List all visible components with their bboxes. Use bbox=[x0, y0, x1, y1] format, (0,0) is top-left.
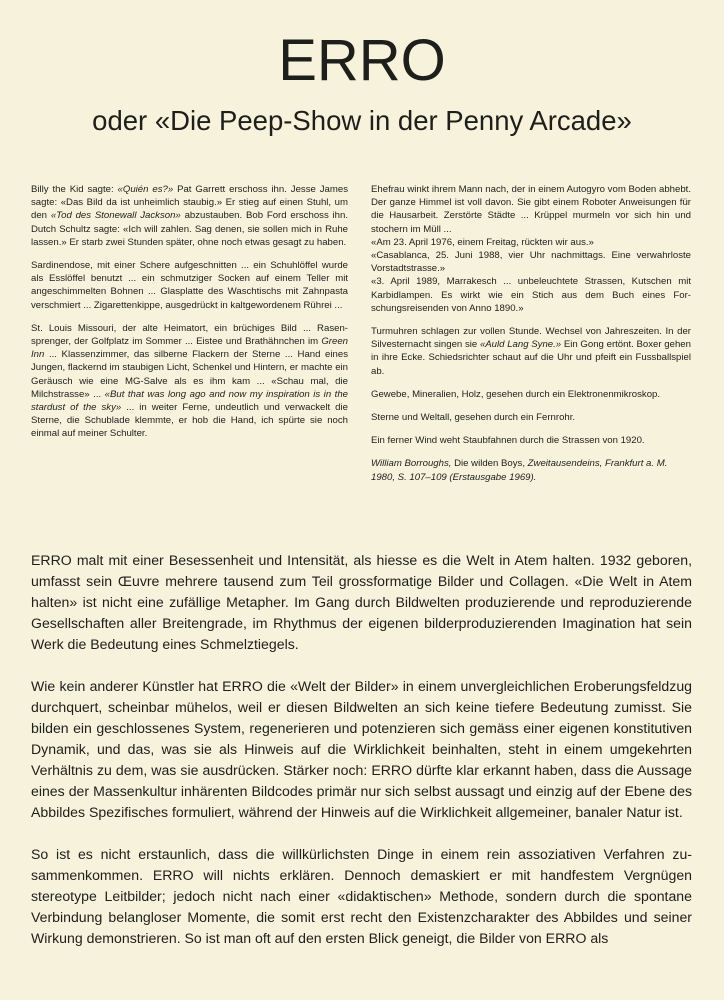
italic-text: Green Inn bbox=[31, 336, 348, 361]
quote-column-left bbox=[31, 183, 348, 451]
quote-paragraph bbox=[371, 434, 691, 447]
text-run: Gewebe, Mineralien, Holz, gesehen durch ein Elektronenmikroskop. bbox=[371, 388, 661, 400]
text-run: Ein ferner Wind weht Staubfahnen durch die Strassen von 1920. bbox=[371, 435, 645, 447]
text-run: Billy the Kid sagte: bbox=[31, 184, 118, 195]
text-run: «Casablanca, 25. Juni 1988, vier Uhr nachmittags. Eine verwahrloste Vorstadtstrasse.» bbox=[371, 250, 691, 275]
text-run: abzustauben. Bob Ford erschoss ihn. Dutch Schultz sagte: «Ich will zahlen. Sag denen, sie sollen mich in Ruhe lassen.» Er starb zwei Stunden später, ohne noch etwas gesagt zu haben. bbox=[31, 210, 349, 248]
quote-paragraph bbox=[31, 322, 348, 441]
essay-paragraph: Wie kein anderer Künstler hat ERRO die «Welt der Bilder» in einem unvergleichlichen Eroberungsfeldzug durchquert, scheinbar mühelos, weil er diesen Bildwelten an sich keine tiefere Bedeutung zumisst. Sie bilden ein geschlossenes System, regenerieren und potenzieren sich gemäss einer eigenen konstitutiven Dynamik, und das, was sie als Hinweis auf die Wirklichkeit beinhalten, steht in einem umgekehrten Verhältnis zu dem, was sie ausdrücken. Stärker noch: ERRO dürfte klar erkannt haben, dass die Aussage eines der Massenkultur inhärenten Bildcodes primär nur sich selbst aussagt und einzig auf der Ebene des Abbildes Spezifisches formuliert, während der Hinweis auf die Wirklichkeit allgemeiner, banaler Natur ist. bbox=[31, 678, 692, 820]
text-run: ... in weiter Ferne, undeutlich und verwackelt die Sterne, die Schublade klemmte, er hob die Hand, ich spürte sie noch einmal auf meiner Schulter. bbox=[31, 402, 348, 440]
text-run: Ehefrau winkt ihrem Mann nach, der in einem Autogyro vom Boden abhebt. Der ganze Himmel ist voll davon. Sie gibt einem Roboter Anweisungen für die Hausarbeit. Zerstörte Städte ... Krüppel murmeln vor sich hin und stochern im Müll ... bbox=[371, 184, 691, 235]
text-run: Pat Garrett erschoss ihn. Jesse James sagte: «Das Bild da ist unheimlich staubig.» Er stieg auf einen Stuhl, um den bbox=[31, 184, 348, 222]
text-run: «3. April 1989, Marrakesch ... unbeleuchtete Strassen, Kutschen mit Karbidlampen. Es wirkt wie ein Stich aus dem Buch eines Forschungsreisenden von Anno 1890.» bbox=[371, 276, 691, 314]
quote-line bbox=[371, 236, 691, 249]
italic-text: «But that was long ago and now my inspiration is in the stardust of the sky» bbox=[31, 388, 348, 414]
quote-column-right bbox=[371, 183, 691, 494]
quote-paragraph bbox=[371, 411, 691, 424]
text-run: Turmuhren schlagen zur vollen Stunde. Wechsel von Jahreszeiten. In der Silvesternacht singen sie bbox=[371, 326, 691, 351]
quote-line bbox=[371, 249, 691, 275]
text-run: Die wilden Boys, bbox=[451, 458, 528, 470]
text-run: Ein Gong ertönt. Boxer gehen in ihre Ecke. Schiedsrichter schaut auf die Uhr und pfeift ein Fussballspiel ab. bbox=[371, 339, 691, 377]
quote-paragraph bbox=[371, 325, 691, 378]
essay-paragraph: ERRO malt mit einer Besessenheit und Intensität, als hiesse es die Welt in Atem halten. 1932 geboren, umfasst sein Œuvre mehrere tausend zum Teil grossformatige Bilder und Collagen. «Die Welt in Atem halten» ist nicht eine zufällige Metapher. Im Gang durch Bildwelten produzierende und reproduzierende Gesellschaften aller Breitengrade, im Rhythmus der eigenen bilderproduzierenden Imagination hat sein Werk die Bedeutung eines Schmelztiegels. bbox=[31, 552, 692, 652]
quote-paragraph bbox=[371, 183, 691, 236]
quote-paragraph bbox=[371, 388, 691, 401]
text-run: Sterne und Weltall, gesehen durch ein Fernrohr. bbox=[371, 412, 576, 424]
italic-text: «Tod des Stonewall Jackson» bbox=[50, 210, 181, 222]
text-run: ... Klassenzimmer, das silberne Flackern der Sterne ... Hand eines Jungen, flackernd im staubigen Licht, Schenkel und Hintern, er machte ein Geräusch wie eine MG-Salve als es ihm kam ... «Schau mal, die Milchstrasse» ... bbox=[31, 349, 348, 400]
text-run: «Am 23. April 1976, einem Freitag, rückten wir aus.» bbox=[371, 236, 594, 248]
source-citation bbox=[371, 457, 691, 483]
page-title: ERRO bbox=[278, 28, 446, 93]
italic-text: William Borroughs, bbox=[371, 458, 452, 470]
quote-line bbox=[371, 275, 691, 315]
quote-paragraph bbox=[31, 183, 348, 249]
italic-text: Zweitausendeins, Frankfurt a. M. 1980, S. 107–109 (Erstausgabe 1969). bbox=[371, 458, 668, 483]
essay-body bbox=[31, 550, 692, 970]
essay-paragraph: So ist es nicht erstaunlich, dass die willkürlichsten Dinge in einem rein assoziativen Verfahren zusammenkommen. ERRO will nichts erklären. Dennoch demaskiert er mit handfestem Vergnügen stereotype Leitbilder; jedoch nicht nach einer «didaktischen» Methode, sondern durch die spontane Verbindung belangloser Momente, die somit erst recht den Existenzcharakter des Abbildes und seiner Wirkung demonstrieren. So ist man oft auf den ersten Blick geneigt, die Bilder von ERRO als bbox=[31, 846, 692, 946]
italic-text: «Quién es?» bbox=[117, 184, 174, 195]
page-subtitle: oder «Die Peep-Show in der Penny Arcade» bbox=[92, 105, 632, 136]
italic-text: «Auld Lang Syne.» bbox=[479, 339, 562, 351]
text-run: St. Louis Missouri, der alte Heimatort, ein brüchiges Bild ... Rasensprenger, der Golfplatz im Sommer ... Eistee und Brathähnchen im bbox=[31, 322, 348, 348]
text-run: Sardinendose, mit einer Schere aufgeschnitten ... ein Schuhlöffel wurde als Esslöffel benutzt ... ein schmutziger Socken auf einem Teller mit angeschimmelten Bohnen ... Glasplatte des Waschtischs mit Zahnpasta verschmiert ... Zigarettenkippe, ausgedrückt in kaltgewordenem Rührei ... bbox=[31, 260, 348, 311]
quote-paragraph bbox=[31, 259, 348, 312]
